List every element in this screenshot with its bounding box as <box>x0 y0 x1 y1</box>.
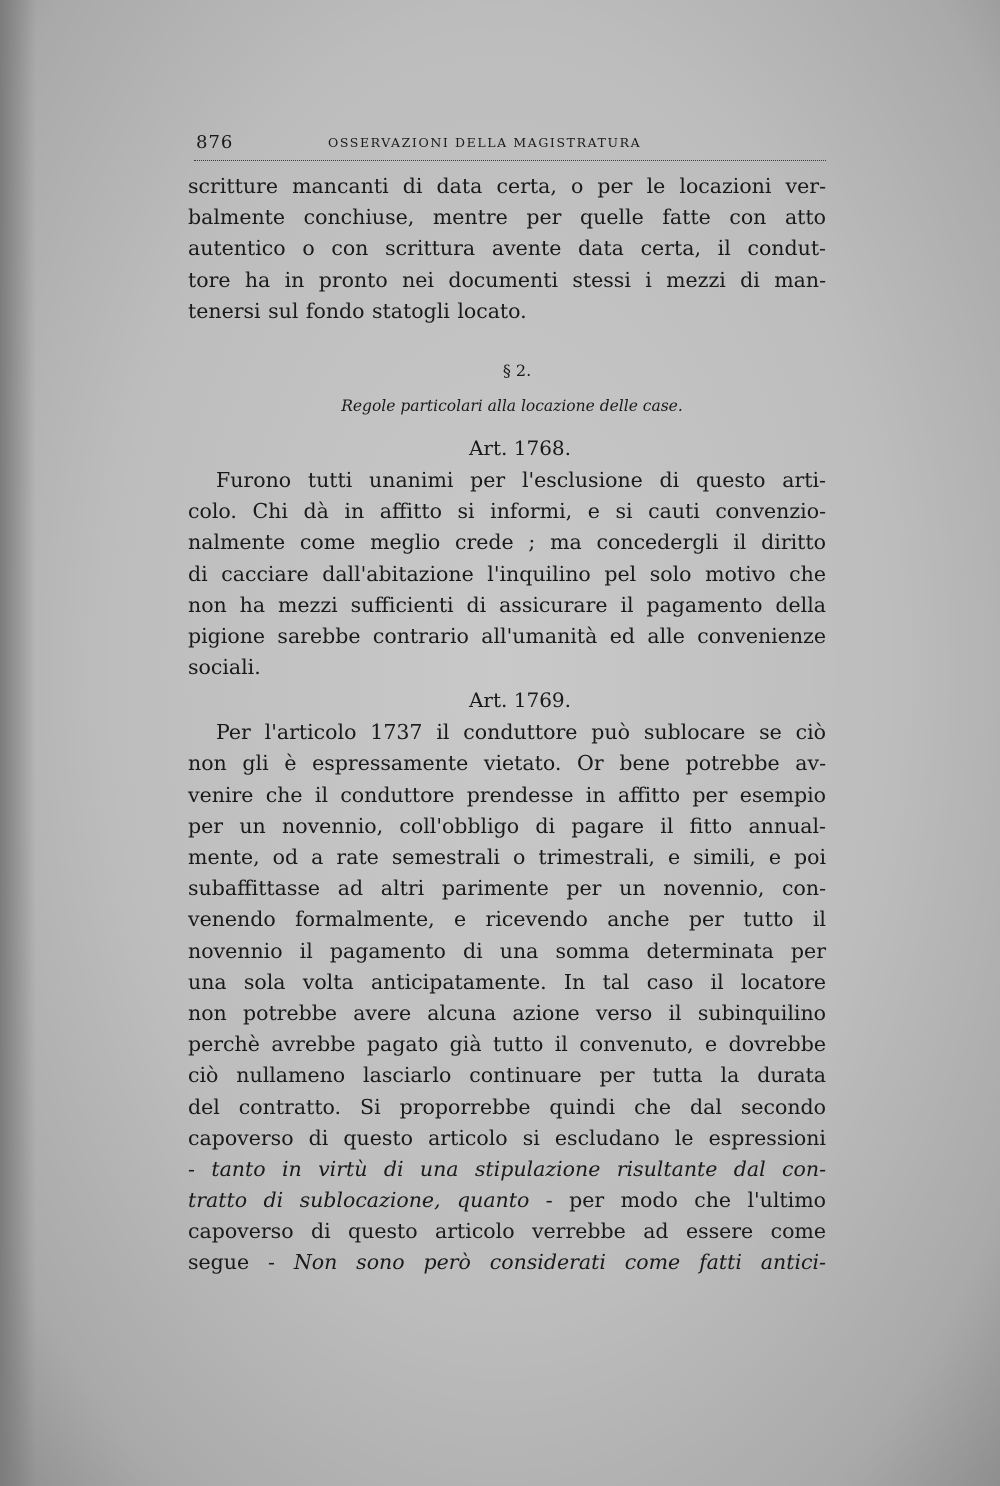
text-line: del contratto. Si proporrebbe quindi che dal secondo <box>188 1094 826 1119</box>
text-line: pigione sarebbe contrario all'umanità ed alle convenienze <box>188 623 826 648</box>
text-line: venire che il conduttore prendesse in affitto per esempio <box>188 782 826 807</box>
text-line: Furono tutti unanimi per l'esclusione di questo arti- <box>216 467 826 492</box>
text-line: tore ha in pronto nei documenti stessi i mezzi di man- <box>188 267 826 292</box>
italic-quote: tanto in virtù di una stipulazione risultante dal con- <box>211 1156 826 1181</box>
text-line: ciò nullameno lasciarlo continuare per tutta la durata <box>188 1063 826 1088</box>
text-line: non ha mezzi sufficienti di assicurare il pagamento della <box>188 592 826 617</box>
text-line: nalmente come meglio crede ; ma concedergli il diritto <box>188 530 826 555</box>
text-line: capoverso di questo articolo si escludano le espressioni <box>188 1125 826 1150</box>
text-line: autentico o con scrittura avente data certa, il condut- <box>188 236 826 261</box>
text-line: non gli è espressamente vietato. Or bene potrebbe av- <box>188 751 826 776</box>
page-content <box>188 122 826 1279</box>
running-head <box>188 122 826 156</box>
text-line: tenersi sul fondo statogli locato. <box>188 298 527 323</box>
text-line: perchè avrebbe pagato già tutto il convenuto, e dovrebbe <box>188 1032 826 1057</box>
text-line: una sola volta anticipatamente. In tal caso il locatore <box>188 969 826 994</box>
dash: - <box>188 1156 195 1181</box>
text-line: subaffittasse ad altri parimente per un novennio, con- <box>188 876 826 901</box>
text-line: capoverso di questo articolo verrebbe ad essere come <box>188 1219 826 1244</box>
text-line: scritture mancanti di data certa, o per le locazioni ver- <box>188 174 826 198</box>
roman-text: - per modo che l'ultimo <box>545 1188 826 1213</box>
header-divider <box>194 160 826 161</box>
text-line: novennio il pagamento di una somma determinata per <box>188 938 826 963</box>
text-line: colo. Chi dà in affitto si informi, e si cauti convenzio- <box>188 499 826 524</box>
section-subtitle: Regole particolari alla locazione delle case. <box>341 396 683 415</box>
text-line: balmente conchiuse, mentre per quelle fatte con atto <box>188 205 826 230</box>
roman-text: segue - <box>188 1250 275 1275</box>
text-line: mente, od a rate semestrali o trimestrali, e simili, e poi <box>188 845 826 869</box>
text-line: per un novennio, coll'obbligo di pagare il fitto annual- <box>188 813 826 838</box>
page-number: 876 <box>196 132 234 153</box>
text-line: non potrebbe avere alcuna azione verso il subinquilino <box>188 1000 826 1025</box>
article-heading-1768: Art. 1768. <box>468 435 571 460</box>
article-heading-1769: Art. 1769. <box>468 688 571 713</box>
intro-paragraph <box>188 171 826 327</box>
text-line: di cacciare dall'abitazione l'inquilino pel solo motivo che <box>188 561 826 586</box>
text-line <box>188 1185 826 1216</box>
italic-quote: Non sono però considerati come fatti antici- <box>293 1250 826 1275</box>
italic-quote: quanto <box>457 1188 530 1213</box>
text-line: sociali. <box>188 655 261 680</box>
article-1768-paragraph <box>188 465 826 683</box>
italic-quote: tratto di sublocazione, <box>188 1188 441 1213</box>
section-mark: § 2. <box>502 360 532 380</box>
page-edge-shadow <box>0 0 36 1486</box>
text-line <box>188 1247 826 1278</box>
text-line: Per l'articolo 1737 il conduttore può sublocare se ciò <box>216 720 826 745</box>
article-1769-paragraph <box>188 717 826 1278</box>
text-line <box>188 1154 826 1185</box>
running-title: OSSERVAZIONI DELLA MAGISTRATURA <box>328 135 642 150</box>
text-line: venendo formalmente, e ricevendo anche per tutto il <box>188 907 826 932</box>
